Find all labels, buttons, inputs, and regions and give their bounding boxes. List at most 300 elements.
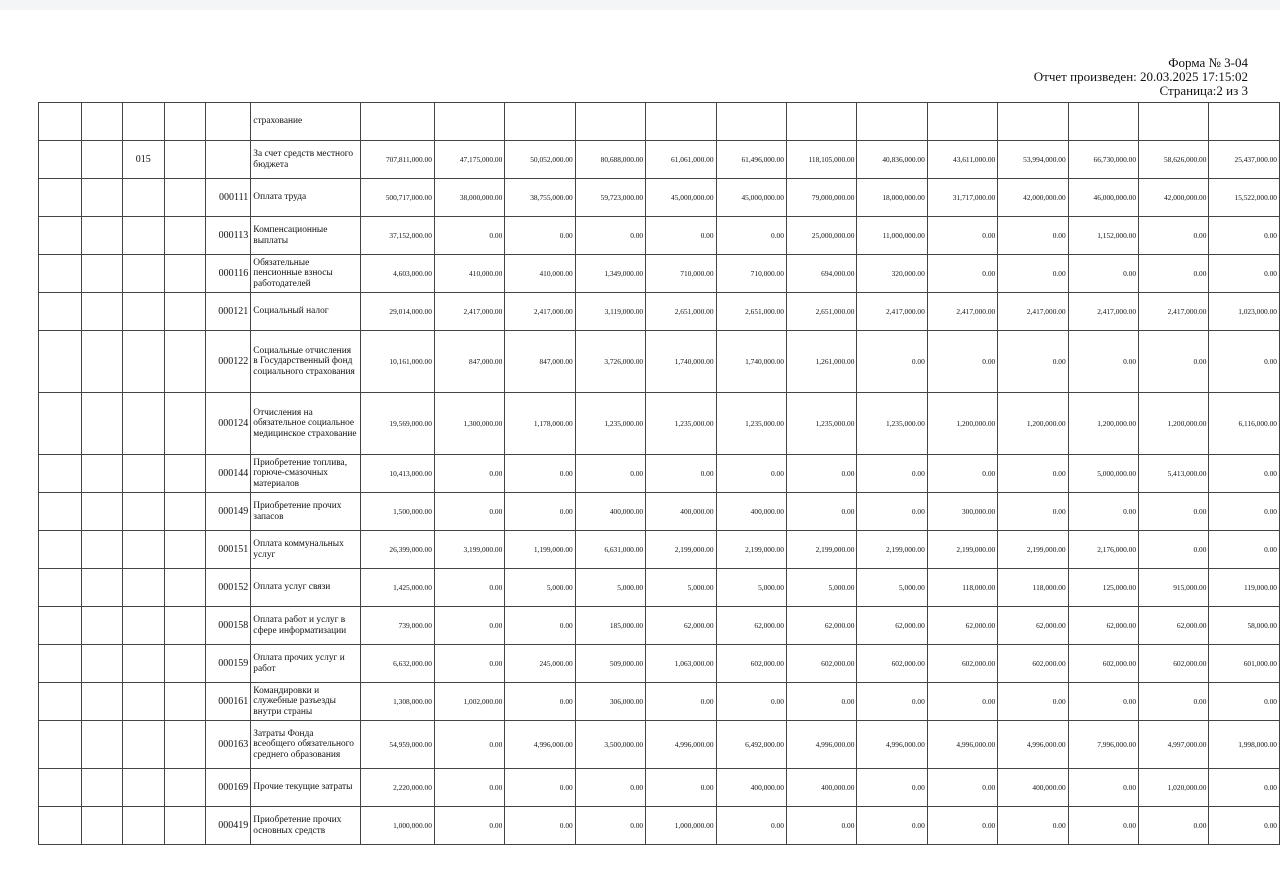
expense-name-cell: Социальный налог	[251, 293, 360, 331]
empty-cell	[39, 769, 82, 807]
month-value-cell: 0.00	[927, 455, 997, 493]
month-value-cell: 847,000.00	[505, 331, 575, 393]
annual-total-cell: 10,161,000.00	[360, 331, 434, 393]
expense-code-cell: 000124	[205, 393, 251, 455]
expense-name-cell: Оплата работ и услуг в сфере информатизации	[251, 607, 360, 645]
month-value-cell: 4,996,000.00	[998, 721, 1068, 769]
month-value-cell: 5,000.00	[646, 569, 716, 607]
expense-name-cell: Командировки и служебные разъезды внутри страны	[251, 683, 360, 721]
month-value-cell: 0.00	[1209, 255, 1280, 293]
empty-cell	[39, 493, 82, 531]
month-value-cell: 0.00	[1139, 807, 1209, 845]
empty-cell	[39, 293, 82, 331]
month-value-cell: 3,199,000.00	[434, 531, 504, 569]
month-value-cell: 5,000.00	[505, 569, 575, 607]
month-value-cell: 0.00	[998, 493, 1068, 531]
table-row	[39, 179, 1280, 217]
month-value-cell: 0.00	[575, 217, 645, 255]
month-value-cell: 46,000,000.00	[1068, 179, 1138, 217]
month-value-cell: 0.00	[1139, 493, 1209, 531]
month-value-cell: 0.00	[998, 455, 1068, 493]
program-code-cell	[123, 103, 164, 141]
month-value-cell: 47,175,000.00	[434, 141, 504, 179]
month-value-cell: 62,000.00	[927, 607, 997, 645]
table-row	[39, 569, 1280, 607]
table-row	[39, 683, 1280, 721]
month-value-cell: 4,996,000.00	[927, 721, 997, 769]
month-value-cell: 58,626,000.00	[1139, 141, 1209, 179]
expense-code-cell: 000122	[205, 331, 251, 393]
month-value-cell: 509,000.00	[575, 645, 645, 683]
month-value-cell: 602,000.00	[998, 645, 1068, 683]
month-value-cell: 0.00	[1139, 217, 1209, 255]
month-value-cell: 0.00	[716, 455, 786, 493]
month-value-cell: 2,417,000.00	[998, 293, 1068, 331]
empty-cell	[39, 217, 82, 255]
empty-cell	[164, 331, 205, 393]
empty-cell	[164, 493, 205, 531]
month-value-cell: 410,000.00	[434, 255, 504, 293]
month-value-cell: 0.00	[434, 807, 504, 845]
month-value-cell	[1068, 103, 1138, 141]
month-value-cell: 0.00	[786, 493, 856, 531]
form-number: Форма № 3-04	[1168, 55, 1248, 70]
empty-cell	[164, 807, 205, 845]
month-value-cell: 0.00	[505, 455, 575, 493]
month-value-cell: 58,000.00	[1209, 607, 1280, 645]
month-value-cell: 62,000.00	[716, 607, 786, 645]
month-value-cell: 5,000.00	[716, 569, 786, 607]
month-value-cell: 5,000.00	[786, 569, 856, 607]
month-value-cell: 1,349,000.00	[575, 255, 645, 293]
month-value-cell: 0.00	[575, 807, 645, 845]
month-value-cell: 3,500,000.00	[575, 721, 645, 769]
month-value-cell: 2,417,000.00	[434, 293, 504, 331]
empty-cell	[164, 455, 205, 493]
month-value-cell: 5,413,000.00	[1139, 455, 1209, 493]
month-value-cell: 2,199,000.00	[927, 531, 997, 569]
empty-cell	[39, 569, 82, 607]
annual-total-cell: 10,413,000.00	[360, 455, 434, 493]
annual-total-cell: 29,014,000.00	[360, 293, 434, 331]
month-value-cell: 45,000,000.00	[716, 179, 786, 217]
expense-code-cell: 000163	[205, 721, 251, 769]
program-code-cell	[123, 645, 164, 683]
month-value-cell: 0.00	[434, 769, 504, 807]
month-value-cell: 4,996,000.00	[786, 721, 856, 769]
empty-cell	[164, 393, 205, 455]
month-value-cell: 25,000,000.00	[786, 217, 856, 255]
month-value-cell: 0.00	[998, 683, 1068, 721]
month-value-cell: 0.00	[434, 569, 504, 607]
expense-code-cell	[205, 141, 251, 179]
month-value-cell: 0.00	[1209, 807, 1280, 845]
empty-cell	[164, 141, 205, 179]
month-value-cell: 119,000.00	[1209, 569, 1280, 607]
empty-cell	[164, 179, 205, 217]
month-value-cell	[1209, 103, 1280, 141]
month-value-cell: 1,199,000.00	[505, 531, 575, 569]
empty-cell	[164, 531, 205, 569]
report-generated-timestamp: Отчет произведен: 20.03.2025 17:15:02	[1033, 69, 1248, 84]
empty-cell	[82, 683, 123, 721]
empty-cell	[82, 607, 123, 645]
month-value-cell: 0.00	[1209, 331, 1280, 393]
month-value-cell: 2,199,000.00	[786, 531, 856, 569]
empty-cell	[164, 721, 205, 769]
program-code-cell	[123, 179, 164, 217]
month-value-cell: 0.00	[1068, 493, 1138, 531]
month-value-cell: 2,199,000.00	[646, 531, 716, 569]
month-value-cell: 0.00	[646, 217, 716, 255]
empty-cell	[82, 807, 123, 845]
month-value-cell: 0.00	[998, 331, 1068, 393]
month-value-cell: 50,052,000.00	[505, 141, 575, 179]
month-value-cell: 0.00	[1068, 255, 1138, 293]
month-value-cell: 0.00	[1068, 331, 1138, 393]
empty-cell	[39, 179, 82, 217]
month-value-cell: 62,000.00	[998, 607, 1068, 645]
expense-code-cell: 000111	[205, 179, 251, 217]
program-code-cell	[123, 255, 164, 293]
month-value-cell: 62,000.00	[1139, 607, 1209, 645]
program-code-cell	[123, 217, 164, 255]
month-value-cell: 0.00	[1139, 331, 1209, 393]
empty-cell	[82, 645, 123, 683]
month-value-cell: 1,200,000.00	[998, 393, 1068, 455]
annual-total-cell	[360, 103, 434, 141]
annual-total-cell: 739,000.00	[360, 607, 434, 645]
expense-code-cell: 000144	[205, 455, 251, 493]
empty-cell	[164, 769, 205, 807]
month-value-cell: 0.00	[857, 455, 927, 493]
empty-cell	[39, 607, 82, 645]
empty-cell	[39, 721, 82, 769]
month-value-cell: 5,000.00	[857, 569, 927, 607]
month-value-cell	[927, 103, 997, 141]
empty-cell	[164, 217, 205, 255]
month-value-cell: 1,235,000.00	[575, 393, 645, 455]
month-value-cell: 1,300,000.00	[434, 393, 504, 455]
program-code-cell	[123, 455, 164, 493]
month-value-cell: 0.00	[716, 807, 786, 845]
expense-name-cell: Компенсационные выплаты	[251, 217, 360, 255]
month-value-cell: 43,611,000.00	[927, 141, 997, 179]
month-value-cell: 2,417,000.00	[927, 293, 997, 331]
month-value-cell: 601,000.00	[1209, 645, 1280, 683]
month-value-cell: 40,836,000.00	[857, 141, 927, 179]
month-value-cell: 0.00	[786, 455, 856, 493]
month-value-cell: 45,000,000.00	[646, 179, 716, 217]
program-code-cell	[123, 721, 164, 769]
table-row	[39, 255, 1280, 293]
empty-cell	[39, 331, 82, 393]
month-value-cell: 0.00	[434, 645, 504, 683]
table-row	[39, 607, 1280, 645]
expense-code-cell: 000159	[205, 645, 251, 683]
program-code-cell	[123, 493, 164, 531]
month-value-cell: 7,996,000.00	[1068, 721, 1138, 769]
expense-name-cell: Приобретение прочих запасов	[251, 493, 360, 531]
expense-code-cell: 000158	[205, 607, 251, 645]
month-value-cell: 15,522,000.00	[1209, 179, 1280, 217]
month-value-cell	[716, 103, 786, 141]
table-row	[39, 103, 1280, 141]
month-value-cell: 2,199,000.00	[857, 531, 927, 569]
page-indicator: Страница:2 из 3	[1159, 83, 1248, 98]
month-value-cell: 1,023,000.00	[1209, 293, 1280, 331]
month-value-cell: 0.00	[1209, 683, 1280, 721]
expense-code-cell: 000161	[205, 683, 251, 721]
month-value-cell: 1,200,000.00	[927, 393, 997, 455]
month-value-cell: 2,417,000.00	[1139, 293, 1209, 331]
table-row	[39, 531, 1280, 569]
month-value-cell: 602,000.00	[927, 645, 997, 683]
empty-cell	[82, 493, 123, 531]
month-value-cell: 0.00	[505, 807, 575, 845]
month-value-cell: 4,996,000.00	[646, 721, 716, 769]
expense-code-cell: 000113	[205, 217, 251, 255]
month-value-cell: 710,000.00	[646, 255, 716, 293]
annual-total-cell: 54,959,000.00	[360, 721, 434, 769]
month-value-cell: 6,631,000.00	[575, 531, 645, 569]
expense-name-cell: Приобретение топлива, горюче-смазочных материалов	[251, 455, 360, 493]
month-value-cell: 0.00	[927, 217, 997, 255]
month-value-cell: 0.00	[1209, 769, 1280, 807]
month-value-cell: 602,000.00	[857, 645, 927, 683]
empty-cell	[164, 255, 205, 293]
month-value-cell: 245,000.00	[505, 645, 575, 683]
month-value-cell: 602,000.00	[786, 645, 856, 683]
empty-cell	[164, 607, 205, 645]
month-value-cell: 0.00	[575, 455, 645, 493]
empty-cell	[39, 683, 82, 721]
month-value-cell: 0.00	[505, 607, 575, 645]
month-value-cell	[646, 103, 716, 141]
table-row	[39, 141, 1280, 179]
program-code-cell	[123, 293, 164, 331]
empty-cell	[82, 331, 123, 393]
table-row	[39, 645, 1280, 683]
month-value-cell: 400,000.00	[998, 769, 1068, 807]
empty-cell	[164, 645, 205, 683]
month-value-cell: 1,740,000.00	[646, 331, 716, 393]
month-value-cell	[786, 103, 856, 141]
expense-code-cell: 000419	[205, 807, 251, 845]
table-row	[39, 455, 1280, 493]
program-code-cell	[123, 331, 164, 393]
month-value-cell: 1,200,000.00	[1068, 393, 1138, 455]
month-value-cell: 3,119,000.00	[575, 293, 645, 331]
month-value-cell: 61,061,000.00	[646, 141, 716, 179]
table-row	[39, 807, 1280, 845]
table-row	[39, 721, 1280, 769]
expense-name-cell: Приобретение прочих основных средств	[251, 807, 360, 845]
month-value-cell: 66,730,000.00	[1068, 141, 1138, 179]
empty-cell	[39, 807, 82, 845]
month-value-cell: 0.00	[434, 607, 504, 645]
expense-code-cell: 000116	[205, 255, 251, 293]
month-value-cell: 0.00	[1209, 455, 1280, 493]
month-value-cell: 118,000.00	[927, 569, 997, 607]
month-value-cell: 710,000.00	[716, 255, 786, 293]
month-value-cell: 62,000.00	[786, 607, 856, 645]
program-code-cell	[123, 769, 164, 807]
month-value-cell	[998, 103, 1068, 141]
month-value-cell: 0.00	[927, 683, 997, 721]
month-value-cell: 125,000.00	[1068, 569, 1138, 607]
month-value-cell: 0.00	[786, 807, 856, 845]
month-value-cell: 5,000,000.00	[1068, 455, 1138, 493]
month-value-cell: 0.00	[927, 807, 997, 845]
table-row	[39, 293, 1280, 331]
annual-total-cell: 500,717,000.00	[360, 179, 434, 217]
month-value-cell: 118,105,000.00	[786, 141, 856, 179]
month-value-cell: 1,261,000.00	[786, 331, 856, 393]
empty-cell	[164, 293, 205, 331]
month-value-cell: 0.00	[786, 683, 856, 721]
program-code-cell	[123, 607, 164, 645]
expense-name-cell: Оплата услуг связи	[251, 569, 360, 607]
month-value-cell: 0.00	[1209, 217, 1280, 255]
month-value-cell: 0.00	[857, 493, 927, 531]
month-value-cell: 0.00	[1139, 255, 1209, 293]
month-value-cell: 400,000.00	[786, 769, 856, 807]
program-code-cell: 015	[123, 141, 164, 179]
empty-cell	[164, 103, 205, 141]
month-value-cell: 2,417,000.00	[1068, 293, 1138, 331]
month-value-cell: 4,997,000.00	[1139, 721, 1209, 769]
month-value-cell: 602,000.00	[716, 645, 786, 683]
empty-cell	[39, 141, 82, 179]
expense-code-cell: 000151	[205, 531, 251, 569]
expense-code-cell: 000149	[205, 493, 251, 531]
month-value-cell: 2,176,000.00	[1068, 531, 1138, 569]
month-value-cell: 31,717,000.00	[927, 179, 997, 217]
month-value-cell: 6,116,000.00	[1209, 393, 1280, 455]
annual-total-cell: 2,220,000.00	[360, 769, 434, 807]
table-row	[39, 217, 1280, 255]
month-value-cell: 0.00	[857, 807, 927, 845]
program-code-cell	[123, 807, 164, 845]
month-value-cell: 0.00	[927, 331, 997, 393]
month-value-cell: 80,688,000.00	[575, 141, 645, 179]
month-value-cell: 1,740,000.00	[716, 331, 786, 393]
month-value-cell: 185,000.00	[575, 607, 645, 645]
month-value-cell: 62,000.00	[646, 607, 716, 645]
annual-total-cell: 26,399,000.00	[360, 531, 434, 569]
month-value-cell: 0.00	[998, 255, 1068, 293]
month-value-cell: 1,235,000.00	[716, 393, 786, 455]
month-value-cell: 306,000.00	[575, 683, 645, 721]
budget-table	[38, 102, 1280, 845]
month-value-cell: 0.00	[1068, 683, 1138, 721]
month-value-cell: 0.00	[505, 683, 575, 721]
annual-total-cell: 19,569,000.00	[360, 393, 434, 455]
month-value-cell: 61,496,000.00	[716, 141, 786, 179]
annual-total-cell: 1,425,000.00	[360, 569, 434, 607]
month-value-cell: 0.00	[434, 455, 504, 493]
month-value-cell: 602,000.00	[1139, 645, 1209, 683]
month-value-cell: 300,000.00	[927, 493, 997, 531]
month-value-cell: 847,000.00	[434, 331, 504, 393]
month-value-cell: 0.00	[1068, 807, 1138, 845]
annual-total-cell: 37,152,000.00	[360, 217, 434, 255]
month-value-cell: 62,000.00	[857, 607, 927, 645]
expense-name-cell: За счет средств местного бюджета	[251, 141, 360, 179]
month-value-cell: 0.00	[1068, 769, 1138, 807]
document-page	[0, 10, 1280, 874]
month-value-cell: 0.00	[857, 683, 927, 721]
empty-cell	[82, 569, 123, 607]
month-value-cell: 0.00	[575, 769, 645, 807]
program-code-cell	[123, 569, 164, 607]
expense-code-cell: 000169	[205, 769, 251, 807]
month-value-cell: 6,492,000.00	[716, 721, 786, 769]
month-value-cell: 0.00	[505, 217, 575, 255]
empty-cell	[82, 455, 123, 493]
month-value-cell: 0.00	[857, 769, 927, 807]
expense-name-cell: Социальные отчисления в Государственный фонд социального страхования	[251, 331, 360, 393]
month-value-cell: 0.00	[1139, 683, 1209, 721]
month-value-cell: 0.00	[1209, 493, 1280, 531]
report-header	[1034, 56, 1248, 98]
empty-cell	[39, 103, 82, 141]
empty-cell	[39, 455, 82, 493]
empty-cell	[82, 103, 123, 141]
month-value-cell: 25,437,000.00	[1209, 141, 1280, 179]
month-value-cell: 3,726,000.00	[575, 331, 645, 393]
empty-cell	[82, 179, 123, 217]
month-value-cell: 2,651,000.00	[646, 293, 716, 331]
month-value-cell: 400,000.00	[575, 493, 645, 531]
empty-cell	[82, 255, 123, 293]
month-value-cell: 1,000,000.00	[646, 807, 716, 845]
empty-cell	[82, 141, 123, 179]
month-value-cell: 602,000.00	[1068, 645, 1138, 683]
annual-total-cell: 707,811,000.00	[360, 141, 434, 179]
table-row	[39, 393, 1280, 455]
table-row	[39, 331, 1280, 393]
expense-name-cell: Оплата коммунальных услуг	[251, 531, 360, 569]
annual-total-cell: 1,500,000.00	[360, 493, 434, 531]
table-row	[39, 493, 1280, 531]
month-value-cell: 1,063,000.00	[646, 645, 716, 683]
empty-cell	[39, 255, 82, 293]
empty-cell	[39, 645, 82, 683]
month-value-cell: 53,994,000.00	[998, 141, 1068, 179]
month-value-cell: 4,996,000.00	[505, 721, 575, 769]
month-value-cell: 400,000.00	[716, 493, 786, 531]
expense-name-cell: Обязательные пенсионные взносы работодателей	[251, 255, 360, 293]
month-value-cell: 0.00	[716, 217, 786, 255]
month-value-cell: 2,417,000.00	[505, 293, 575, 331]
month-value-cell: 0.00	[857, 331, 927, 393]
month-value-cell: 0.00	[927, 769, 997, 807]
month-value-cell: 400,000.00	[716, 769, 786, 807]
month-value-cell: 11,000,000.00	[857, 217, 927, 255]
month-value-cell: 1,002,000.00	[434, 683, 504, 721]
program-code-cell	[123, 393, 164, 455]
month-value-cell: 0.00	[434, 493, 504, 531]
expense-code-cell: 000121	[205, 293, 251, 331]
program-code-cell	[123, 531, 164, 569]
month-value-cell: 320,000.00	[857, 255, 927, 293]
month-value-cell: 79,000,000.00	[786, 179, 856, 217]
month-value-cell: 0.00	[646, 683, 716, 721]
program-code-cell	[123, 683, 164, 721]
empty-cell	[82, 531, 123, 569]
